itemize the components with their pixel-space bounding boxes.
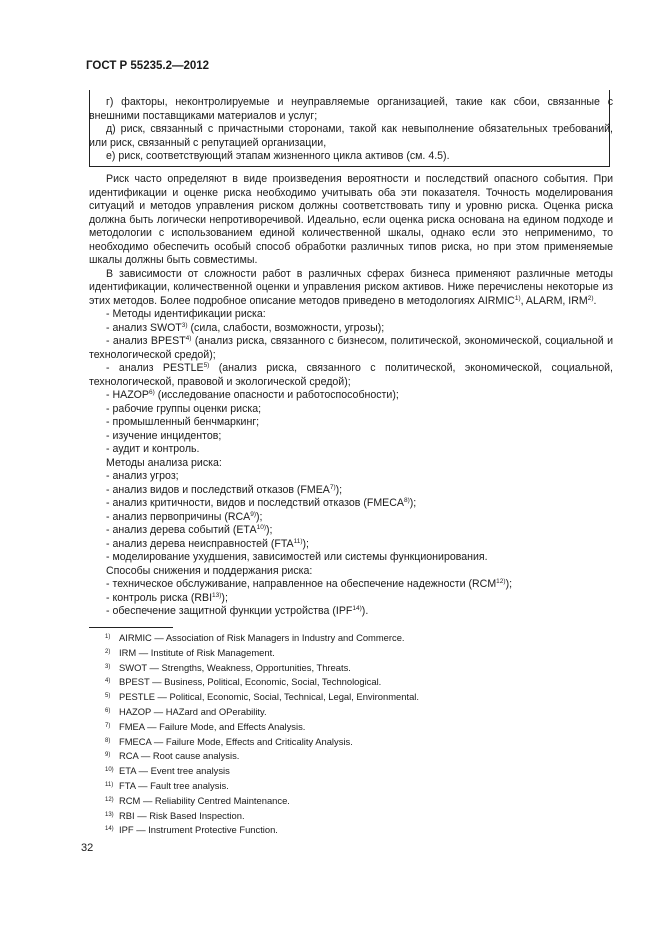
footnote-ref: 4)	[185, 335, 192, 342]
footnote-text: SWOT — Strengths, Weakness, Opportunities, Threats.	[119, 661, 351, 673]
footnote-mark: 3)	[105, 663, 111, 670]
footnote-text: ETA — Event tree analysis	[119, 765, 230, 777]
mitigation-methods-list	[89, 578, 613, 619]
list-item: - обеспечение защитной функции устройства (IPF$^{14)}$).	[106, 605, 369, 617]
footnote	[105, 630, 525, 645]
list-item: - анализ видов и последствий отказов (FMEA$^{7)}$);	[106, 483, 343, 496]
footnote-text: BPEST — Business, Political, Economic, Social, Technological.	[119, 676, 382, 688]
paragraph-methods-intro: В зависимости от сложности работ в различных сферах бизнеса применяют различные методы идентификации, количественной оценки и управления риском активов. Ниже перечислены некоторые из этих методов. Более подробное описание методов приведено в методологиях AIRMIC$^{1)}$, ALARM, IRM$^{2)}$.	[89, 267, 613, 307]
footnote-text: PESTLE — Political, Economic, Social, Technical, Legal, Environmental.	[119, 691, 419, 703]
page-number: 32	[81, 842, 94, 854]
footnote-ref: 1)	[514, 294, 521, 302]
footnote	[105, 763, 525, 778]
footnote	[105, 793, 525, 808]
main-body	[89, 173, 613, 619]
list-item: - моделирование ухудшения, зависимостей или системы функционирования.	[106, 551, 488, 563]
footnote-ref: 11)	[293, 537, 303, 545]
footnote-mark: 10)	[105, 767, 114, 774]
list-item: - промышленный бенчмаркинг;	[106, 416, 260, 428]
footnote-ref: 2)	[587, 294, 594, 302]
footnote-mark: 9)	[105, 752, 111, 759]
footnote-text: FMECA — Failure Mode, Effects and Criticality Analysis.	[119, 735, 353, 747]
footnote-text: FTA — Fault tree analysis.	[119, 779, 229, 791]
list-item: - техническое обслуживание, направленное на обеспечение надежности (RCM$^{12)}$);	[106, 578, 513, 590]
footnote-text: RBI — Risk Based Inspection.	[119, 809, 245, 821]
footnote	[105, 660, 525, 675]
section-heading-analysis: Методы анализа риска:	[106, 456, 222, 469]
footnote-text: RCM — Reliability Centred Maintenance.	[119, 794, 290, 806]
box-item: д) риск, связанный с причастными сторонами, такой как невыполнение обязательных требований, или риск, связанный с репутацией организации,	[89, 123, 613, 149]
footnote-ref: 10)	[256, 524, 267, 531]
list-item: - аудит и контроль.	[106, 443, 200, 455]
footnote	[105, 674, 525, 689]
footnote	[105, 734, 525, 749]
footnote-ref: 8)	[403, 497, 410, 504]
footnote-mark: 1)	[105, 634, 111, 640]
footnote-ref: 6)	[148, 389, 155, 396]
list-item: - контроль риска (RBI$^{13)}$);	[106, 591, 228, 604]
footnote-ref: 9)	[250, 510, 256, 518]
list-item: - анализ BPEST$^{4)}$ (анализ риска, связанного с бизнесом, политической, экономической, социальной и технологической средой);	[89, 335, 613, 361]
list-item: - анализ дерева событий (ЕТА$^{10)}$);	[106, 524, 273, 536]
footnote-mark: 2)	[105, 648, 111, 655]
analysis-methods-list	[89, 470, 613, 565]
section-heading-mitigation: Способы снижения и поддержания риска:	[106, 564, 313, 577]
footnote-mark: 13)	[105, 811, 114, 818]
footnote-mark: 14)	[105, 826, 114, 833]
box-item: г) факторы, неконтролируемые и неуправляемые организацией, такие как сбои, связанные с внешними поставщиками материалов и услуг;	[89, 96, 613, 122]
list-item: - анализ угроз;	[106, 470, 179, 482]
footnote	[105, 822, 525, 837]
footnote-mark: 11)	[105, 781, 114, 788]
footnote-text: IPF — Instrument Protective Function.	[119, 824, 278, 836]
paragraph-risk-definition: Риск часто определяют в виде произведения вероятности и последствий опасного события. При идентификации и оценке риска необходимо учитывать оба эти показателя. Точность моделирования ситуаций и методов управления риском должны соответствовать типу и уровню риска. Оценка риска должна быть логически непротиворечивой. Идеально, если оценка риска основана на едином подходе и методологии с использованием единой количественной шкалы, однако если это неприменимо, то необходимо обеспечить особый способ обработки различных типов риска, но при этом применяемые шкалы должны быть совместимы.	[89, 173, 613, 266]
footnote-mark: 6)	[105, 707, 111, 714]
footnote	[105, 808, 525, 823]
box-item: е) риск, соответствующий этапам жизненного цикла активов (см. 4.5).	[106, 150, 450, 162]
list-item: - анализ критичности, видов и последствий отказов (FMECA$^{8)}$);	[106, 497, 417, 509]
list-item: - рабочие группы оценки риска;	[106, 402, 262, 415]
footnote-ref: 12)	[496, 578, 506, 585]
footnote-ref: 3)	[181, 321, 188, 329]
section-heading-identification: - Методы идентификации риска:	[106, 308, 266, 320]
footnote-ref: 5)	[203, 362, 210, 369]
footnote-separator	[89, 627, 173, 628]
footnote-text: RCA — Root cause analysis.	[119, 750, 240, 762]
list-item: - анализ дерева неисправностей (FTA$^{11)}$);	[106, 537, 309, 550]
footnote-text: HAZOP — HAZard and OPerability.	[119, 705, 267, 717]
footnote-mark: 5)	[105, 693, 111, 700]
footnote-mark: 8)	[105, 737, 111, 744]
box-text	[89, 96, 613, 164]
list-item: - анализ SWOT$^{3)}$ (сила, слабости, возможности, угрозы);	[106, 321, 385, 334]
footnotes	[105, 630, 525, 837]
footnote-text: AIRMIC — Association of Risk Managers in Industry and Commerce.	[119, 632, 405, 643]
footnote	[105, 748, 525, 763]
footnote-text: IRM — Institute of Risk Management.	[119, 646, 275, 658]
list-item: - HAZOP$^{6)}$ (исследование опасности и работоспособности);	[106, 389, 399, 401]
footnote-text: FMEA — Failure Mode, and Effects Analysis.	[119, 720, 306, 732]
footnote-ref: 13)	[212, 591, 222, 599]
list-item: - анализ первопричины (RCA$^{9)}$);	[106, 510, 263, 523]
footnote-mark: 12)	[105, 796, 114, 803]
footnote	[105, 645, 525, 660]
footnote-mark: 4)	[105, 678, 111, 685]
footnote	[105, 689, 525, 704]
footnote	[105, 778, 525, 793]
identification-methods-list	[89, 322, 613, 457]
footnote-ref: 7)	[329, 483, 336, 491]
list-item: - изучение инцидентов;	[106, 429, 222, 442]
footnote	[105, 704, 525, 719]
footnote-mark: 7)	[105, 722, 111, 729]
document-header: ГОСТ Р 55235.2—2012	[86, 60, 210, 72]
list-item: - анализ PESTLE$^{5)}$ (анализ риска, связанного с политической, экономической, социальной, технологической, правовой и экологической средой);	[89, 362, 613, 388]
footnote-ref: 14)	[352, 605, 362, 612]
footnote	[105, 719, 525, 734]
